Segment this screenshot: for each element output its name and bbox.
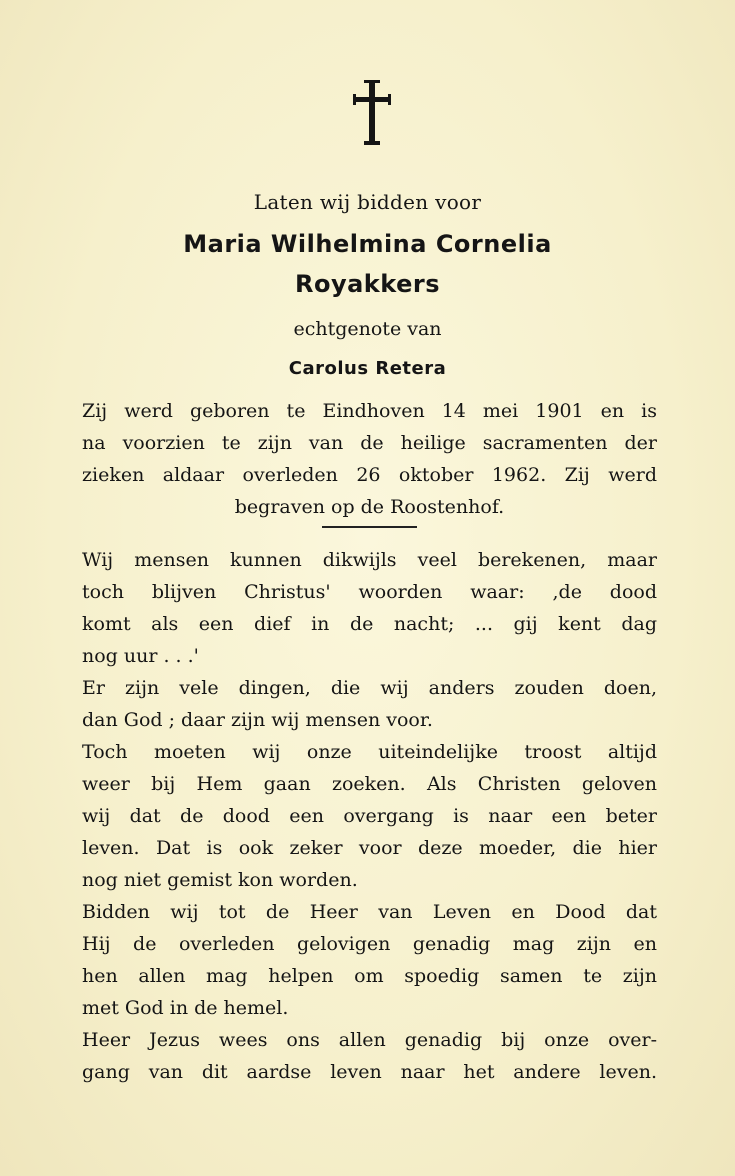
bio-line: begraven op de Roostenhof. [234,496,505,518]
text-line: Hij de overleden gelovigen genadig mag zijn en [82,933,657,955]
spouse-name: Carolus Retera [288,358,447,379]
meditation-text [82,544,657,1088]
text-line: Heer Jezus wees ons allen genadig bij onze over- [82,1029,657,1051]
text-line: toch blijven Christus' woorden waar: ,de dood [82,581,657,603]
text-line: wij dat de dood een overgang is naar een beter [82,805,657,827]
deceased-name: Maria Wilhelmina Cornelia [183,230,552,258]
text-line: weer bij Hem gaan zoeken. Als Christen geloven [82,773,657,795]
text-line: gang van dit aardse leven naar het andere leven. [82,1061,657,1083]
divider [322,526,417,528]
text-line: met God in de hemel. [82,997,289,1019]
bio-line: na voorzien te zijn van de heilige sacramenten der [82,432,657,454]
bio-line: zieken aldaar overleden 26 oktober 1962. Zij werd [82,464,657,486]
text-line: hen allen mag helpen om spoedig samen te zijn [82,965,657,987]
text-line: nog uur . . .' [82,645,199,667]
text-line: komt als een dief in de nacht; ... gij kent dag [82,613,657,635]
text-line: dan God ; daar zijn wij mensen voor. [82,709,433,731]
text-line: Toch moeten wij onze uiteindelijke troost altijd [82,741,657,763]
deceased-surname: Royakkers [295,270,440,298]
text-line: Wij mensen kunnen dikwijls veel berekenen, maar [82,549,657,571]
text-line: Er zijn vele dingen, die wij anders zouden doen, [82,677,657,699]
biography-paragraph [82,395,657,523]
spouse-label: echtgenote van [293,318,442,340]
text-line: Bidden wij tot de Heer van Leven en Dood dat [82,901,657,923]
text-line: leven. Dat is ook zeker voor deze moeder, die hier [82,837,657,859]
cross-icon [352,80,392,146]
text-line: nog niet gemist kon worden. [82,869,358,891]
bio-line: Zij werd geboren te Eindhoven 14 mei 1901 en is [82,400,657,422]
intro-text: Laten wij bidden voor [253,190,482,214]
